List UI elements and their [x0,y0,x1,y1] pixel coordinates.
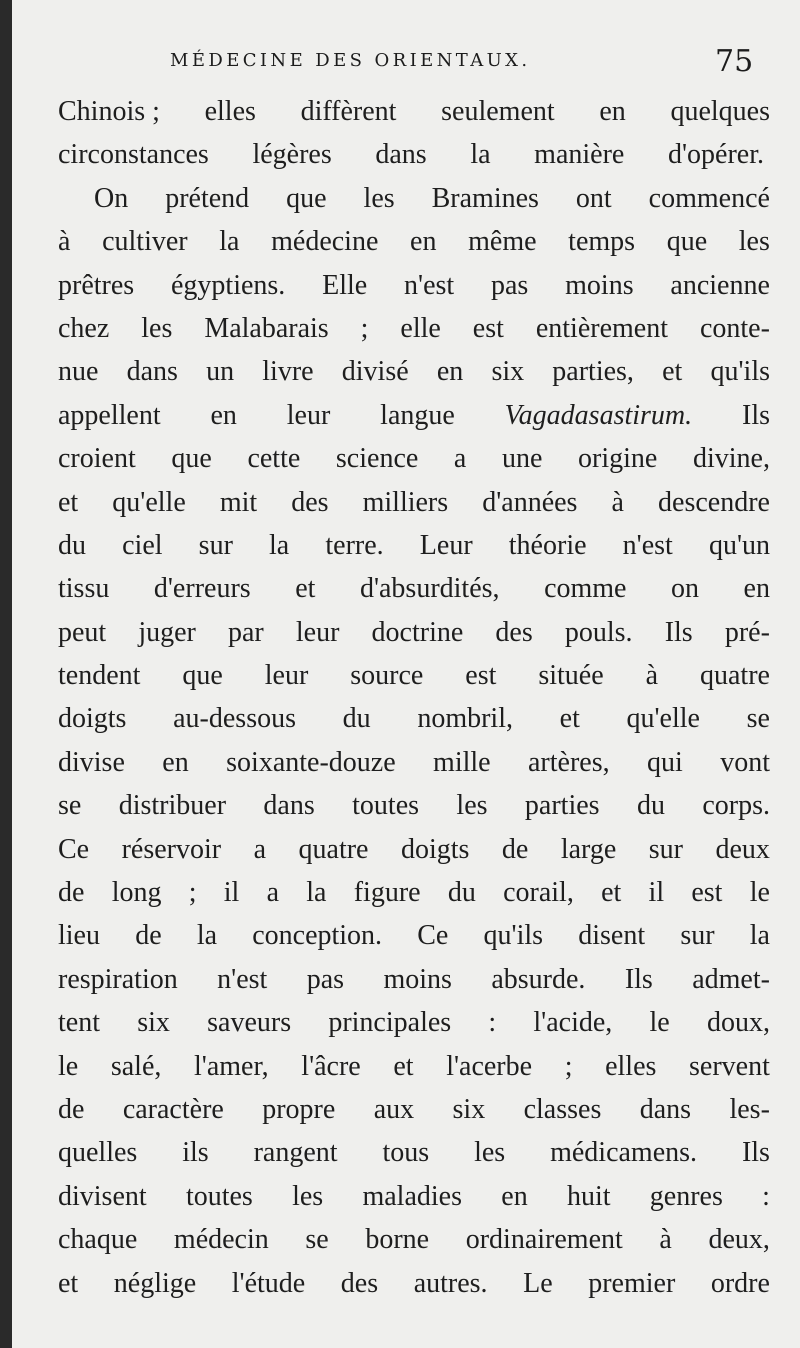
word: Ils [624,963,653,995]
word: sur [648,833,684,865]
text-line [58,1131,770,1174]
word: elle [400,312,441,344]
word: : [762,1180,770,1212]
word: classes [523,1093,602,1125]
word: ; [360,312,369,344]
word: terre. [325,529,384,561]
word: est [472,312,504,344]
word: de [58,877,85,909]
word: caractère [122,1093,224,1125]
word: quelques [670,96,770,127]
word: seulement [441,96,555,127]
word: Ce [58,833,90,865]
word: Leur [419,529,473,561]
word: admet- [692,963,770,995]
word: de [58,1093,85,1125]
word: entièrement [535,312,668,344]
word: maladies [362,1180,462,1212]
word: l'étude [231,1267,306,1299]
word: nue [58,356,99,388]
word: six [137,1007,170,1039]
word: absurde. [491,963,586,995]
word: pas [491,269,529,301]
text-line [58,1175,770,1218]
word: On [94,182,129,214]
word: doigts [58,703,127,735]
word: divine, [692,443,770,475]
word: n'est [404,269,455,301]
word: que [286,182,327,214]
word: prétend [165,182,250,214]
text-line [58,350,770,393]
word: diffèrent [300,96,397,127]
word: se [746,703,770,735]
word: située [538,660,604,692]
word: ordinairement [465,1224,623,1256]
text-line [58,220,770,263]
word: qu'un [708,529,770,561]
text-line [58,611,770,654]
word: une [501,443,543,475]
word: se [305,1224,329,1256]
word: d'absurdités, [359,573,500,605]
word: soixante-douze [226,746,396,778]
word: à [659,1224,672,1256]
word: à [645,660,659,692]
word: la [749,920,770,952]
word: chaque [58,1224,138,1256]
word: elles [605,1050,657,1082]
word: quelles [58,1137,138,1169]
word: deux [715,833,770,865]
word: égyptiens. [171,269,286,301]
text-line [58,1045,770,1088]
word: artères, [528,746,610,778]
word: que [171,443,212,475]
word: Bramines [431,182,539,214]
word: médicamens. [550,1137,698,1169]
word: genres [649,1180,723,1212]
text-line [58,133,764,176]
word: tous [382,1137,430,1169]
word: les [363,182,395,214]
text-line [58,741,770,784]
running-title: MÉDECINE DES ORIENTAUX. [170,50,531,71]
word: mille [433,746,491,778]
word: est [465,660,497,692]
word: commencé [648,182,770,214]
text-line [58,177,770,220]
word: Chinois ; [58,96,160,127]
word: n'est [217,963,268,995]
word: d'erreurs [153,573,251,605]
word: aux [373,1093,415,1125]
word: conception. [252,920,383,952]
word: il [648,877,665,909]
word: tissu [58,573,110,605]
word: et [295,573,316,605]
word: théorie [508,529,587,561]
word: langue [380,399,455,431]
page-header [12,44,800,84]
text-line [58,524,770,567]
word: : [488,1007,497,1039]
word: science [335,443,419,475]
word: croient [58,443,136,475]
word: médecine [271,226,379,258]
word: leur [295,616,340,648]
word: leur [264,660,309,692]
word: parties, [552,356,634,388]
word: l'amer, [194,1050,269,1082]
word: toutes [185,1180,253,1212]
word: en [210,399,237,431]
word: dans [263,790,315,822]
word: mit [219,486,258,518]
word: sur [680,920,715,952]
word: milliers [362,486,449,518]
word: distribuer [118,790,227,822]
word: Elle [322,269,368,301]
word: en [599,96,626,127]
word: il [223,877,240,909]
word: à [58,226,71,258]
word: quatre [700,660,770,692]
word: en [162,746,189,778]
word: la [196,920,218,952]
word: tent [58,1007,100,1039]
word: large [560,833,617,865]
word: disent [578,920,646,952]
word: ont [575,182,612,214]
word: autres. [413,1267,488,1299]
word: pas [306,963,345,995]
word: l'âcre [301,1050,361,1082]
word: en [743,573,770,605]
word: source [350,660,424,692]
word: qu'ils [710,356,770,388]
word: le [749,877,770,909]
word: des [291,486,329,518]
word: origine [578,443,658,475]
word: vont [720,746,770,778]
word: long [111,877,162,909]
word: rangent [253,1137,338,1169]
word: légères [252,139,332,171]
text-line [58,90,770,133]
word: toutes [352,790,420,822]
word: néglige [113,1267,197,1299]
word: médecin [173,1224,269,1256]
text-line [58,784,770,827]
word: en [436,356,464,388]
word: divise [58,746,125,778]
word: on [671,573,700,605]
word: ils [182,1137,209,1169]
word: ordre [710,1267,770,1299]
word: la [306,877,327,909]
word: les [292,1180,324,1212]
word: du [447,877,476,909]
word: moins [383,963,452,995]
word: cette [247,443,301,475]
word: en [501,1180,528,1212]
word: parties [524,790,600,822]
word: corps. [702,790,770,822]
word: borne [365,1224,430,1256]
word: ; [188,877,197,909]
word: Malabarais [204,312,329,344]
word: qu'elle [112,486,186,518]
word: et [393,1050,414,1082]
word: l'acide, [533,1007,613,1039]
word: dans [126,356,178,388]
word: que [182,660,223,692]
word: circonstances [58,139,209,171]
text-line [58,1218,770,1261]
word: figure [353,877,421,909]
word: tendent [58,660,141,692]
word: Ce [417,920,449,952]
word: temps [568,226,636,258]
word: elles [204,96,256,127]
word: a [253,833,267,865]
text-line [58,394,770,437]
word: le [649,1007,670,1039]
text-line [58,697,770,740]
word: ciel [122,529,163,561]
word: qui [647,746,683,778]
word: est [691,877,723,909]
word: qu'elle [626,703,700,735]
word: même [468,226,537,258]
word: ancienne [670,269,770,301]
text-line [58,871,770,914]
word: servent [689,1050,770,1082]
word: divisé [341,356,409,388]
word: chez [58,312,110,344]
word: sur [198,529,233,561]
word: Ils [742,399,770,431]
word: propre [262,1093,336,1125]
text-line [58,914,770,957]
word: de [501,833,529,865]
word: l'acerbe [446,1050,533,1082]
page-number: 75 [715,44,754,79]
text-line [58,264,770,307]
word: des [340,1267,379,1299]
word: n'est [622,529,673,561]
word: six [491,356,525,388]
word: saveurs [207,1007,292,1039]
word: ; [564,1050,573,1082]
word: doctrine [371,616,464,648]
word: les [738,226,770,258]
word: d'opérer. [667,139,764,171]
word: Ils [741,1137,770,1169]
word: premier [588,1267,676,1299]
word: lieu [58,920,100,952]
text-line [58,828,770,871]
word: corail, [503,877,574,909]
word: à [611,486,624,518]
word: les- [729,1093,770,1125]
word: cultiver [102,226,188,258]
word: les [474,1137,506,1169]
word: la [269,529,290,561]
word: de [135,920,162,952]
word: descendre [658,486,770,518]
word: en [410,226,437,258]
word: appellent [58,399,161,431]
word: réservoir [121,833,222,865]
word: prêtres [58,269,135,301]
word: du [342,703,371,735]
text-line [58,654,770,697]
word: le [58,1050,79,1082]
word: principales [328,1007,452,1039]
text-line [58,1001,770,1044]
word: du [58,529,86,561]
word: huit [566,1180,611,1212]
word: six [452,1093,486,1125]
word: comme [544,573,627,605]
word: un [206,356,235,388]
word: doigts [400,833,470,865]
word: des [495,616,533,648]
word: salé, [110,1050,162,1082]
word: Le [523,1267,553,1299]
word: Vagadasastirum. [504,399,693,431]
word: manière [534,139,625,171]
word: par [228,616,264,648]
text-line [58,1088,770,1131]
text-line [58,567,770,610]
text-line [58,481,770,524]
word: que [666,226,708,258]
word: la [470,139,491,171]
word: peut [58,616,107,648]
text-line [58,1262,770,1305]
word: pré- [724,616,770,648]
word: Ils [664,616,693,648]
word: au-dessous [173,703,296,735]
word: dans [639,1093,692,1125]
word: et [601,877,622,909]
word: qu'ils [483,920,544,952]
word: nombril, [417,703,513,735]
word: quatre [298,833,369,865]
word: les [141,312,173,344]
word: et [559,703,580,735]
word: les [456,790,488,822]
word: doux, [706,1007,770,1039]
word: pouls. [564,616,633,648]
word: d'années [482,486,578,518]
word: se [58,790,82,822]
word: moins [565,269,634,301]
word: juger [138,616,196,648]
word: leur [286,399,331,431]
word: deux, [708,1224,770,1256]
word: la [219,226,240,258]
word: a [453,443,467,475]
word: et [58,1267,79,1299]
text-line [58,437,770,480]
word: dans [375,139,427,171]
word: livre [262,356,314,388]
text-line [58,958,770,1001]
word: a [266,877,279,909]
word: respiration [58,963,178,995]
word: divisent [58,1180,147,1212]
word: et [58,486,79,518]
body-text [58,90,770,1305]
word: et [662,356,683,388]
word: du [636,790,665,822]
word: conte- [699,312,770,344]
text-line [58,307,770,350]
